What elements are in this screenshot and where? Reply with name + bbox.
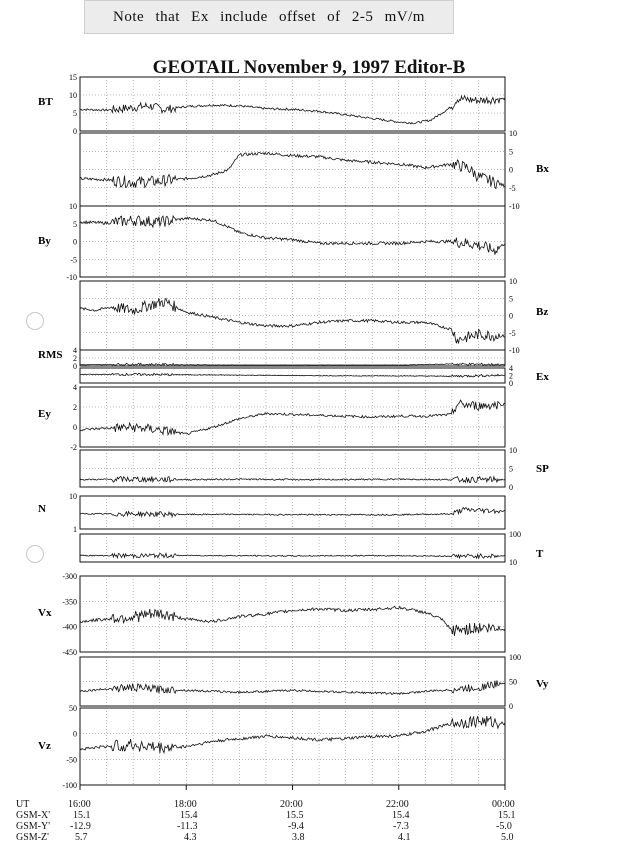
footer-col-4-x: 15.4: [392, 810, 410, 821]
footer-col-5-x: 15.1: [498, 810, 516, 821]
footer-col-3-y: -9.4: [288, 821, 304, 832]
footer-col-4-ut: 22:00: [386, 799, 409, 810]
y-tick-label-by: 0: [73, 237, 77, 247]
footer-col-4-y: -7.3: [393, 821, 409, 832]
footer-label-gsm-y: GSM-Y': [16, 821, 51, 832]
y-tick-label-rms: 4: [73, 346, 77, 355]
y-tick-label-bx: 0: [509, 165, 513, 175]
footer-label-gsm-z: GSM-Z': [16, 832, 49, 843]
panel-label-rms: RMS: [38, 349, 63, 361]
y-tick-label-vx: -350: [62, 597, 77, 607]
y-tick-label-n: 10: [69, 492, 77, 501]
y-tick-label-ey: -2: [70, 443, 77, 452]
y-tick-label-ey: 4: [73, 383, 77, 392]
footer-col-1-ut: 16:00: [68, 799, 91, 810]
y-tick-label-bx: 5: [509, 147, 513, 157]
panel-label-bt: BT: [38, 96, 53, 108]
y-tick-label-vy: 0: [509, 702, 513, 711]
footer-col-1-y: -12.9: [70, 821, 91, 832]
panel-label-sp: SP: [536, 463, 549, 475]
trace-ex: [80, 373, 505, 377]
chart-title: GEOTAIL November 9, 1997 Editor-B: [152, 57, 466, 78]
y-tick-label-vx: -450: [62, 648, 77, 657]
panel-label-by: By: [38, 235, 51, 247]
y-tick-label-sp: 0: [509, 483, 513, 492]
panel-label-vz: Vz: [38, 740, 51, 752]
panel-label-bx: Bx: [536, 163, 549, 175]
y-tick-label-vz: -50: [66, 755, 77, 765]
panel-frame-t: [80, 534, 505, 562]
y-tick-label-ey: 0: [73, 423, 77, 432]
footer-col-5-z: 5.0: [501, 832, 514, 843]
y-tick-label-vz: 0: [73, 729, 77, 739]
y-tick-label-ey: 2: [73, 403, 77, 412]
footer-col-2-x: 15.4: [180, 810, 198, 821]
footer-col-1-x: 15.1: [73, 810, 91, 821]
y-tick-label-ex: 4: [509, 364, 513, 373]
footer-col-3-z: 3.8: [292, 832, 305, 843]
y-tick-label-ex: 2: [509, 371, 513, 381]
panel-frame-vz: [80, 708, 505, 785]
y-tick-label-bt: 0: [73, 127, 77, 136]
y-tick-label-bz: 10: [509, 277, 517, 286]
y-tick-label-by: -10: [66, 273, 77, 282]
panel-label-bz: Bz: [536, 306, 549, 318]
panel-label-n: N: [38, 503, 46, 515]
y-tick-label-vz: -100: [62, 781, 77, 790]
footer-col-1-z: 5.7: [75, 832, 88, 843]
panel-label-vy: Vy: [536, 678, 549, 690]
y-tick-label-sp: 10: [509, 446, 517, 455]
footer-col-2-ut: 18:00: [174, 799, 197, 810]
y-tick-label-vx: -300: [62, 572, 77, 581]
trace-rms: [80, 363, 505, 365]
y-tick-label-bx: -10: [509, 202, 520, 211]
y-tick-label-vx: -400: [62, 622, 77, 632]
y-tick-label-bt: 15: [69, 73, 77, 82]
y-tick-label-t: 100: [509, 530, 521, 539]
offset-note: Note that Ex include offset of 2-5 mV/m: [84, 0, 454, 34]
panel-label-t: T: [536, 548, 544, 560]
y-tick-label-t: 10: [509, 558, 517, 567]
y-tick-label-sp: 5: [509, 464, 513, 474]
y-tick-label-ex: 0: [509, 379, 513, 388]
y-tick-label-by: 10: [69, 202, 77, 211]
footer-col-5-y: -5.0: [496, 821, 512, 832]
panel-label-ex: Ex: [536, 371, 549, 383]
footer-col-5-ut: 00:00: [492, 799, 515, 810]
y-tick-label-rms: 0: [73, 362, 77, 371]
y-tick-label-bt: 5: [73, 109, 77, 118]
panel-frame-vx: [80, 576, 505, 652]
y-tick-label-bz: -10: [509, 346, 520, 355]
y-tick-label-rms: 2: [73, 354, 77, 363]
footer-col-2-z: 4.3: [184, 832, 197, 843]
panel-label-ey: Ey: [38, 408, 51, 420]
y-tick-label-bz: 5: [509, 294, 513, 304]
y-tick-label-vy: 100: [509, 653, 521, 662]
footer-col-3-ut: 20:00: [280, 799, 303, 810]
y-tick-label-by: -5: [70, 255, 77, 265]
y-tick-label-bt: 10: [69, 91, 77, 100]
y-tick-label-vy: 50: [509, 677, 517, 687]
footer-label-ut: UT: [16, 799, 30, 810]
y-tick-label-bx: -5: [509, 183, 516, 193]
footer-col-4-z: 4.1: [398, 832, 411, 843]
y-tick-label-by: 5: [73, 219, 77, 229]
y-tick-label-bz: 0: [509, 311, 513, 321]
footer-label-gsm-x: GSM-X': [16, 810, 51, 821]
footer-col-3-x: 15.5: [286, 810, 304, 821]
y-tick-label-bx: 10: [509, 129, 517, 138]
footer-col-2-y: -11.3: [177, 821, 198, 832]
y-tick-label-bz: -5: [509, 328, 516, 338]
panel-frame-n: [80, 496, 505, 529]
trace-t: [80, 553, 505, 558]
y-tick-label-vz: 50: [69, 704, 77, 713]
y-tick-label-n: 1: [73, 525, 77, 534]
panel-label-vx: Vx: [38, 607, 52, 619]
